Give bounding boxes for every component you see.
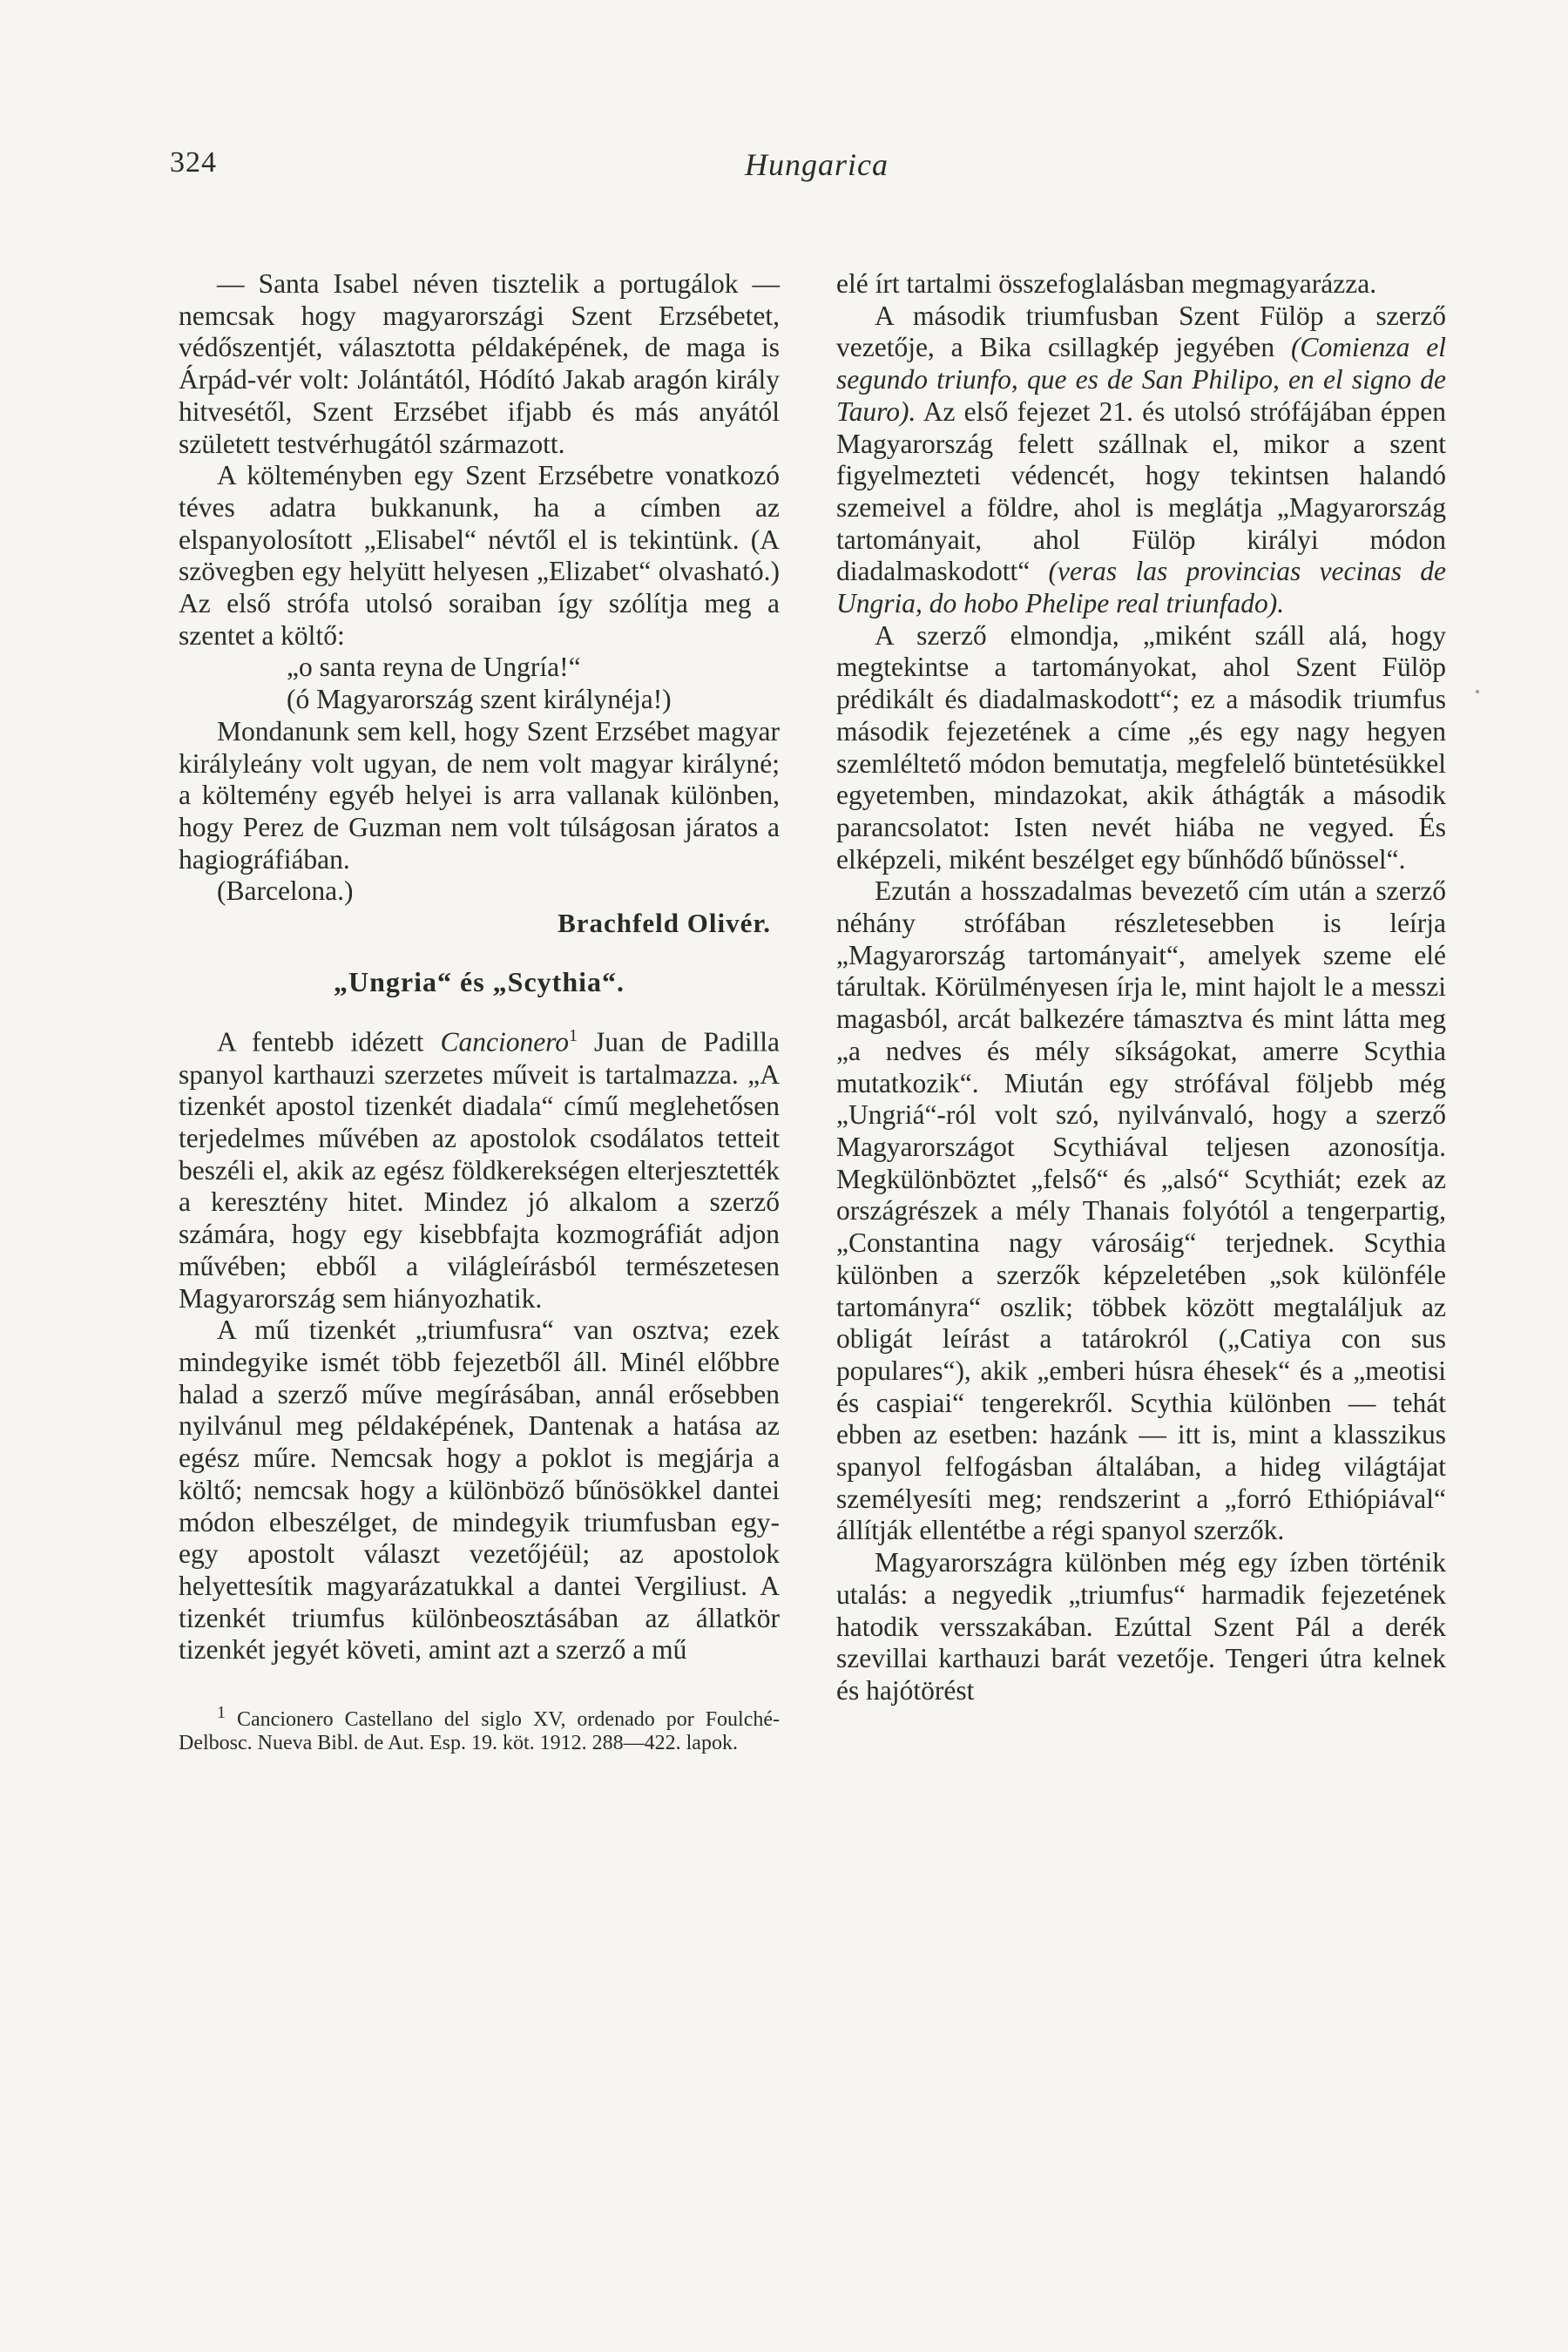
paragraph: A költeményben egy Szent Erzsébetre vonatkozó téves adatra bukkanunk, ha a címben az elspanyolosított „Elisabel“ névtől el is tekintünk. (A szövegben egy helyütt helyesen „Elizabet“ olvasható.) Az első strófa utolsó soraiban így szólítja meg a szentet a költő:: [179, 460, 780, 651]
text-run: A fentebb idézett: [217, 1026, 424, 1058]
paragraph: A szerző elmondja, „miként száll alá, hogy megtekintse a tartományokat, ahol Szent Fülöp prédikált és diadalmaskodott“; ez a második triumfus második fejezetének a címe „és egy nagy hegyen szemléltető módon bemutatja, megfelelő büntetésükkel egyetemben, mindazokat, akik áthágták a második parancsolatot: Isten nevét hiába ne vegyed. És elképzeli, miként beszélget egy bűnhődő bűnössel“.: [836, 619, 1446, 875]
paragraph: Magyarországra különben még egy ízben történik utalás: a negyedik „triumfus“ harmadik fejezetének hatodik versszakában. Ezúttal Szent Pál a derék szevillai karthauzi barát vezetője. Tengeri útra kelnek és hajótörést: [836, 1547, 1446, 1706]
section-heading: „Ungria“ és „Scythia“.: [334, 965, 625, 997]
running-head: [170, 146, 897, 190]
paragraph: — Santa Isabel néven tisztelik a portugálok — nemcsak hogy magyarországi Szent Erzsébetet, védőszentjét, választotta példaképének, de maga is Árpád-vér volt: Jolántától, Hódító Jakab aragón király hitvesétől, Szent Erzsébet ifjabb és más anyától született testvérhugától származott.: [179, 268, 780, 459]
footnote-reference: 1: [569, 1026, 578, 1046]
paragraph: elé írt tartalmi összefoglalásban megmagyarázza.: [836, 268, 1377, 299]
italic-title: Cancionero: [440, 1026, 570, 1058]
place-note: (Barcelona.): [217, 875, 354, 907]
quote-line: „o santa reyna de Ungría!“: [287, 652, 581, 683]
italic-quote: (Comienza el segundo triunfo, que es de San Philipo, en el signo de Tauro).: [836, 332, 1447, 427]
text-run: A második triumfusban Szent Fülöp a szerző vezetője, a Bika csillagkép jegyében: [836, 300, 1446, 363]
footnote-text: Cancionero Castellano del siglo XV, ordenado por Foulché-Delbosc. Nueva Bibl. de Aut. Esp. 19. köt. 1912. 288—422. lapok.: [179, 1708, 781, 1755]
right-column: [836, 268, 1446, 1707]
footnote-mark: 1: [217, 1703, 226, 1723]
text-run: Juan de Padilla spanyol karthauzi szerzetes műveit is tartalmazza. „A tizenkét apostol tizenkét diadala“ című meglehetősen terjedelmes művében az apostolok csodálatos tetteit beszéli el, akik az egész földkerekségen elterjesztették a keresztény hitet. Mindez jó alkalom a szerző számára, hogy egy kisebbfajta kozmográfiát adjon művében; ebből a világleírásból természetesen Magyarország sem hiányozhatik.: [179, 1026, 781, 1314]
running-title: Hungarica: [745, 147, 889, 182]
paragraph: Ezután a hosszadalmas bevezető cím után a szerző néhány strófában részletesebben is leírja „Magyarország tartományait“, amelyek szeme elé tárultak. Körülményesen írja le, mint hajolt le a messzi magasból, arcát balkezére támasztva és mint látta meg „a nedves és mély síkságokat, amerre Scythia mutatkozik“. Miután egy strófával följebb még „Ungriá“-ról volt szó, nyilvánvaló, hogy a szerző Magyarországot Scythiával teljesen azonosítja. Megkülönböztet „felső“ és „alsó“ Scythiát; ezek az országrészek a mély Thanais folyótól a tengerpartig, „Constantina nagy városáig“ terjednek. Scythia különben a szerzők képzeletében „sok különféle tartományra“ oszlik; többek között megtaláljuk az obligát leírást a tatárokról („Catiya con sus populares“), akik „emberi húsra éhesek“ és a „meotisi és caspiai“ tengerekről. Scythia különben — tehát ebben az esetben: hazánk — itt is, mint a klasszikus spanyol felfogásban általában, a hideg világtájat személyesíti meg; rendszerint a „forró Ethiópiával“ állítják ellentétbe a régi spanyol szerzők.: [836, 875, 1446, 1546]
paragraph: Mondanunk sem kell, hogy Szent Erzsébet magyar királyleány volt ugyan, de nem volt magyar királyné; a költemény egyéb helyei is arra vallanak különben, hogy Perez de Guzman nem volt túlságosan járatos a hagiográfiában.: [179, 715, 780, 875]
text-run: Az első fejezet 21. és utolsó strófájában éppen Magyarország felett szállnak el, mikor a szent figyelmezteti védencét, hogy tekintsen halandó szemeivel a földre, ahol is meglátja „Magyarország tartományait, ahol Fülöp királyi módon diadalmaskodott“: [836, 395, 1446, 587]
paragraph: [836, 301, 1446, 620]
italic-quote: (veras las provincias vecinas de Ungria, do hobo Phelipe real triunfado).: [836, 556, 1446, 619]
paragraph: A mű tizenkét „triumfusra“ van osztva; ezek mindegyike ismét több fejezetből áll. Minél előbbre halad a szerző műve megírásában, annál erősebben nyilvánul meg példaképének, Dantenak a hatása az egész műre. Nemcsak hogy a poklot is megjárja a költő; nemcsak hogy a különböző bűnösökkel dantei módon elbeszélget, de mindegyik triumfusban egy-egy apostolt választ vezetőjéül; az apostolok helyettesítik magyarázatukkal a dantei Vergiliust. A tizenkét triumfus különbeosztásában az állatkör tizenkét jegyét követi, amint azt a szerző a mű: [179, 1315, 780, 1666]
paragraph: [179, 1020, 780, 1315]
footnote: [179, 1701, 780, 1755]
quote-translation: (ó Magyarország szent királynéja!): [287, 684, 672, 715]
page-number: 324: [170, 146, 217, 179]
author-signature: Brachfeld Olivér.: [558, 908, 771, 939]
margin-dot: [1476, 690, 1479, 693]
left-column: [179, 268, 780, 1755]
